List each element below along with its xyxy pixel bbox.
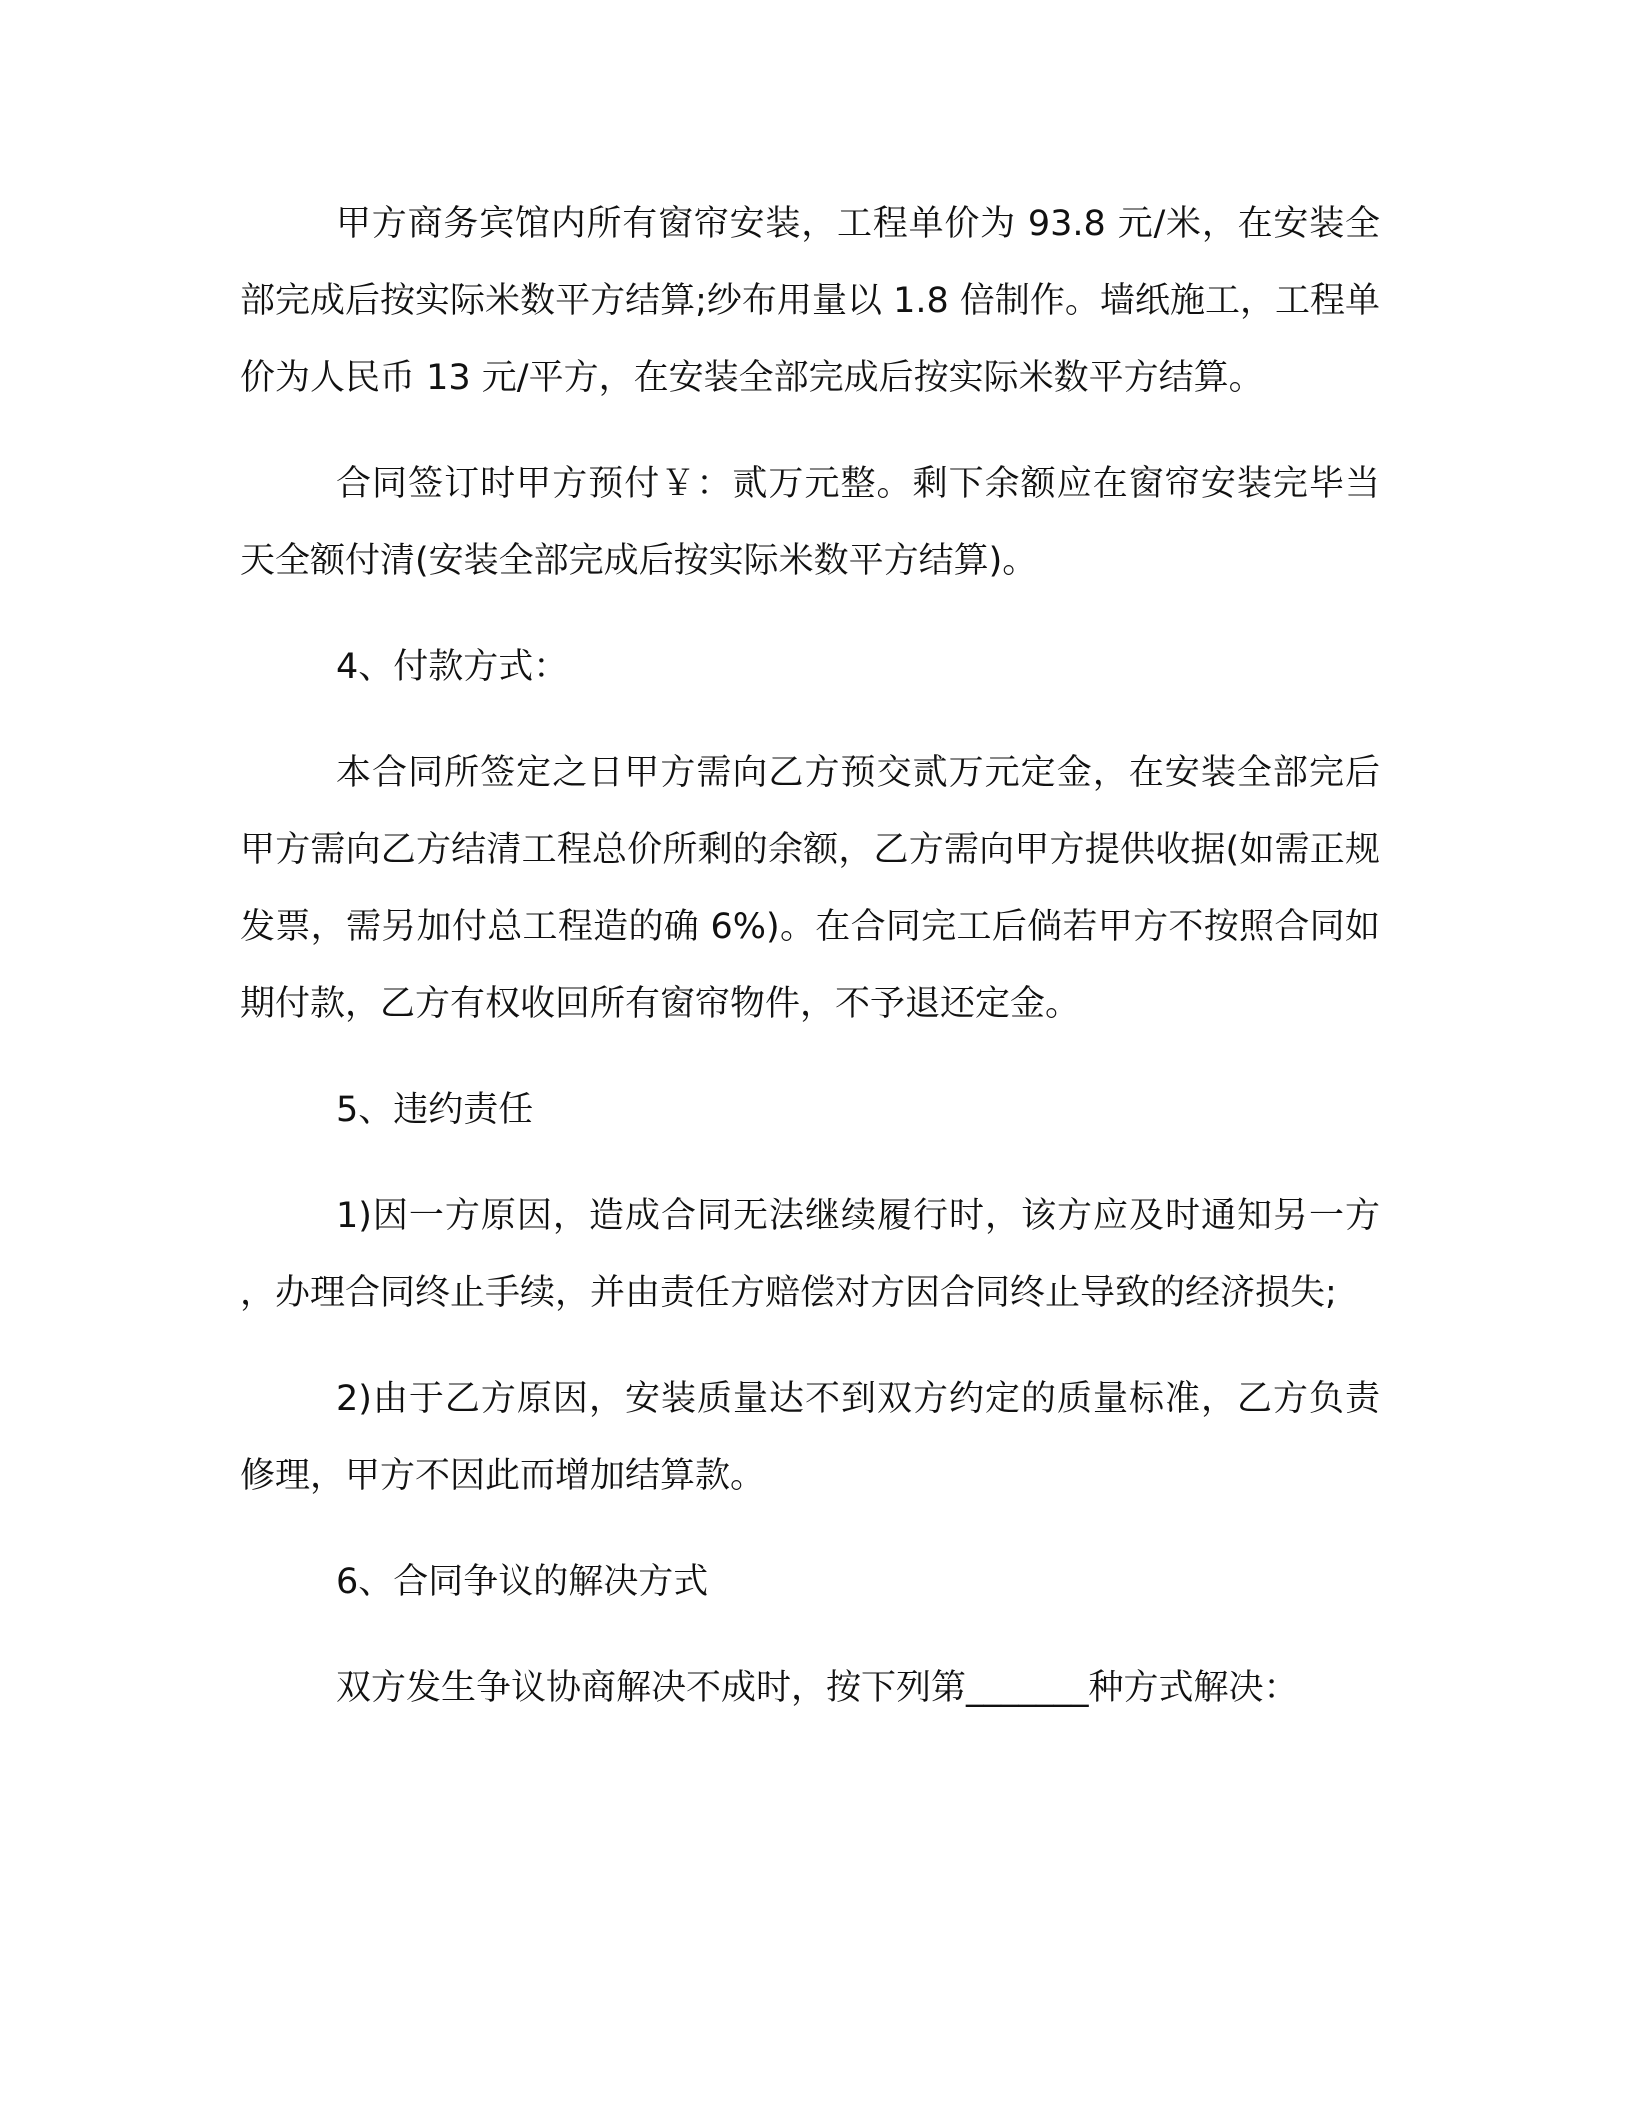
paragraph-pricing: 甲方商务宾馆内所有窗帘安装，工程单价为 93.8 元/米，在安装全部完成后按实际米数平方结算;纱布用量以 1.8 倍制作。墙纸施工，工程单价为人民币 13 元/平方，在安装全部完成后按实际米数平方结算。 [240,204,1380,398]
section-heading-liability: 5、违约责任 [336,1090,534,1130]
section-heading-dispute: 6、合同争议的解决方式 [336,1562,709,1602]
paragraph-prepayment: 合同签订时甲方预付￥：贰万元整。剩下余额应在窗帘安装完毕当天全额付清(安装全部完成后按实际米数平方结算)。 [240,464,1380,581]
section-heading-payment: 4、付款方式： [336,647,569,687]
document-body [240,186,1380,1756]
paragraph-dispute-resolution: 双方发生争议协商解决不成时，按下列第_______种方式解决： [336,1668,1299,1708]
paragraph-payment-terms: 本合同所签定之日甲方需向乙方预交贰万元定金，在安装全部完后甲方需向乙方结清工程总价所剩的余额，乙方需向甲方提供收据(如需正规发票，需另加付总工程造的确 6%)。在合同完工后倘若甲方不按照合同如期付款，乙方有权收回所有窗帘物件，不予退还定金。 [240,753,1380,1024]
paragraph-liability-1: 1)因一方原因，造成合同无法继续履行时，该方应及时通知另一方，办理合同终止手续，并由责任方赔偿对方因合同终止导致的经济损失; [240,1196,1380,1313]
paragraph-liability-2: 2)由于乙方原因，安装质量达不到双方约定的质量标准，乙方负责修理，甲方不因此而增加结算款。 [240,1379,1380,1496]
